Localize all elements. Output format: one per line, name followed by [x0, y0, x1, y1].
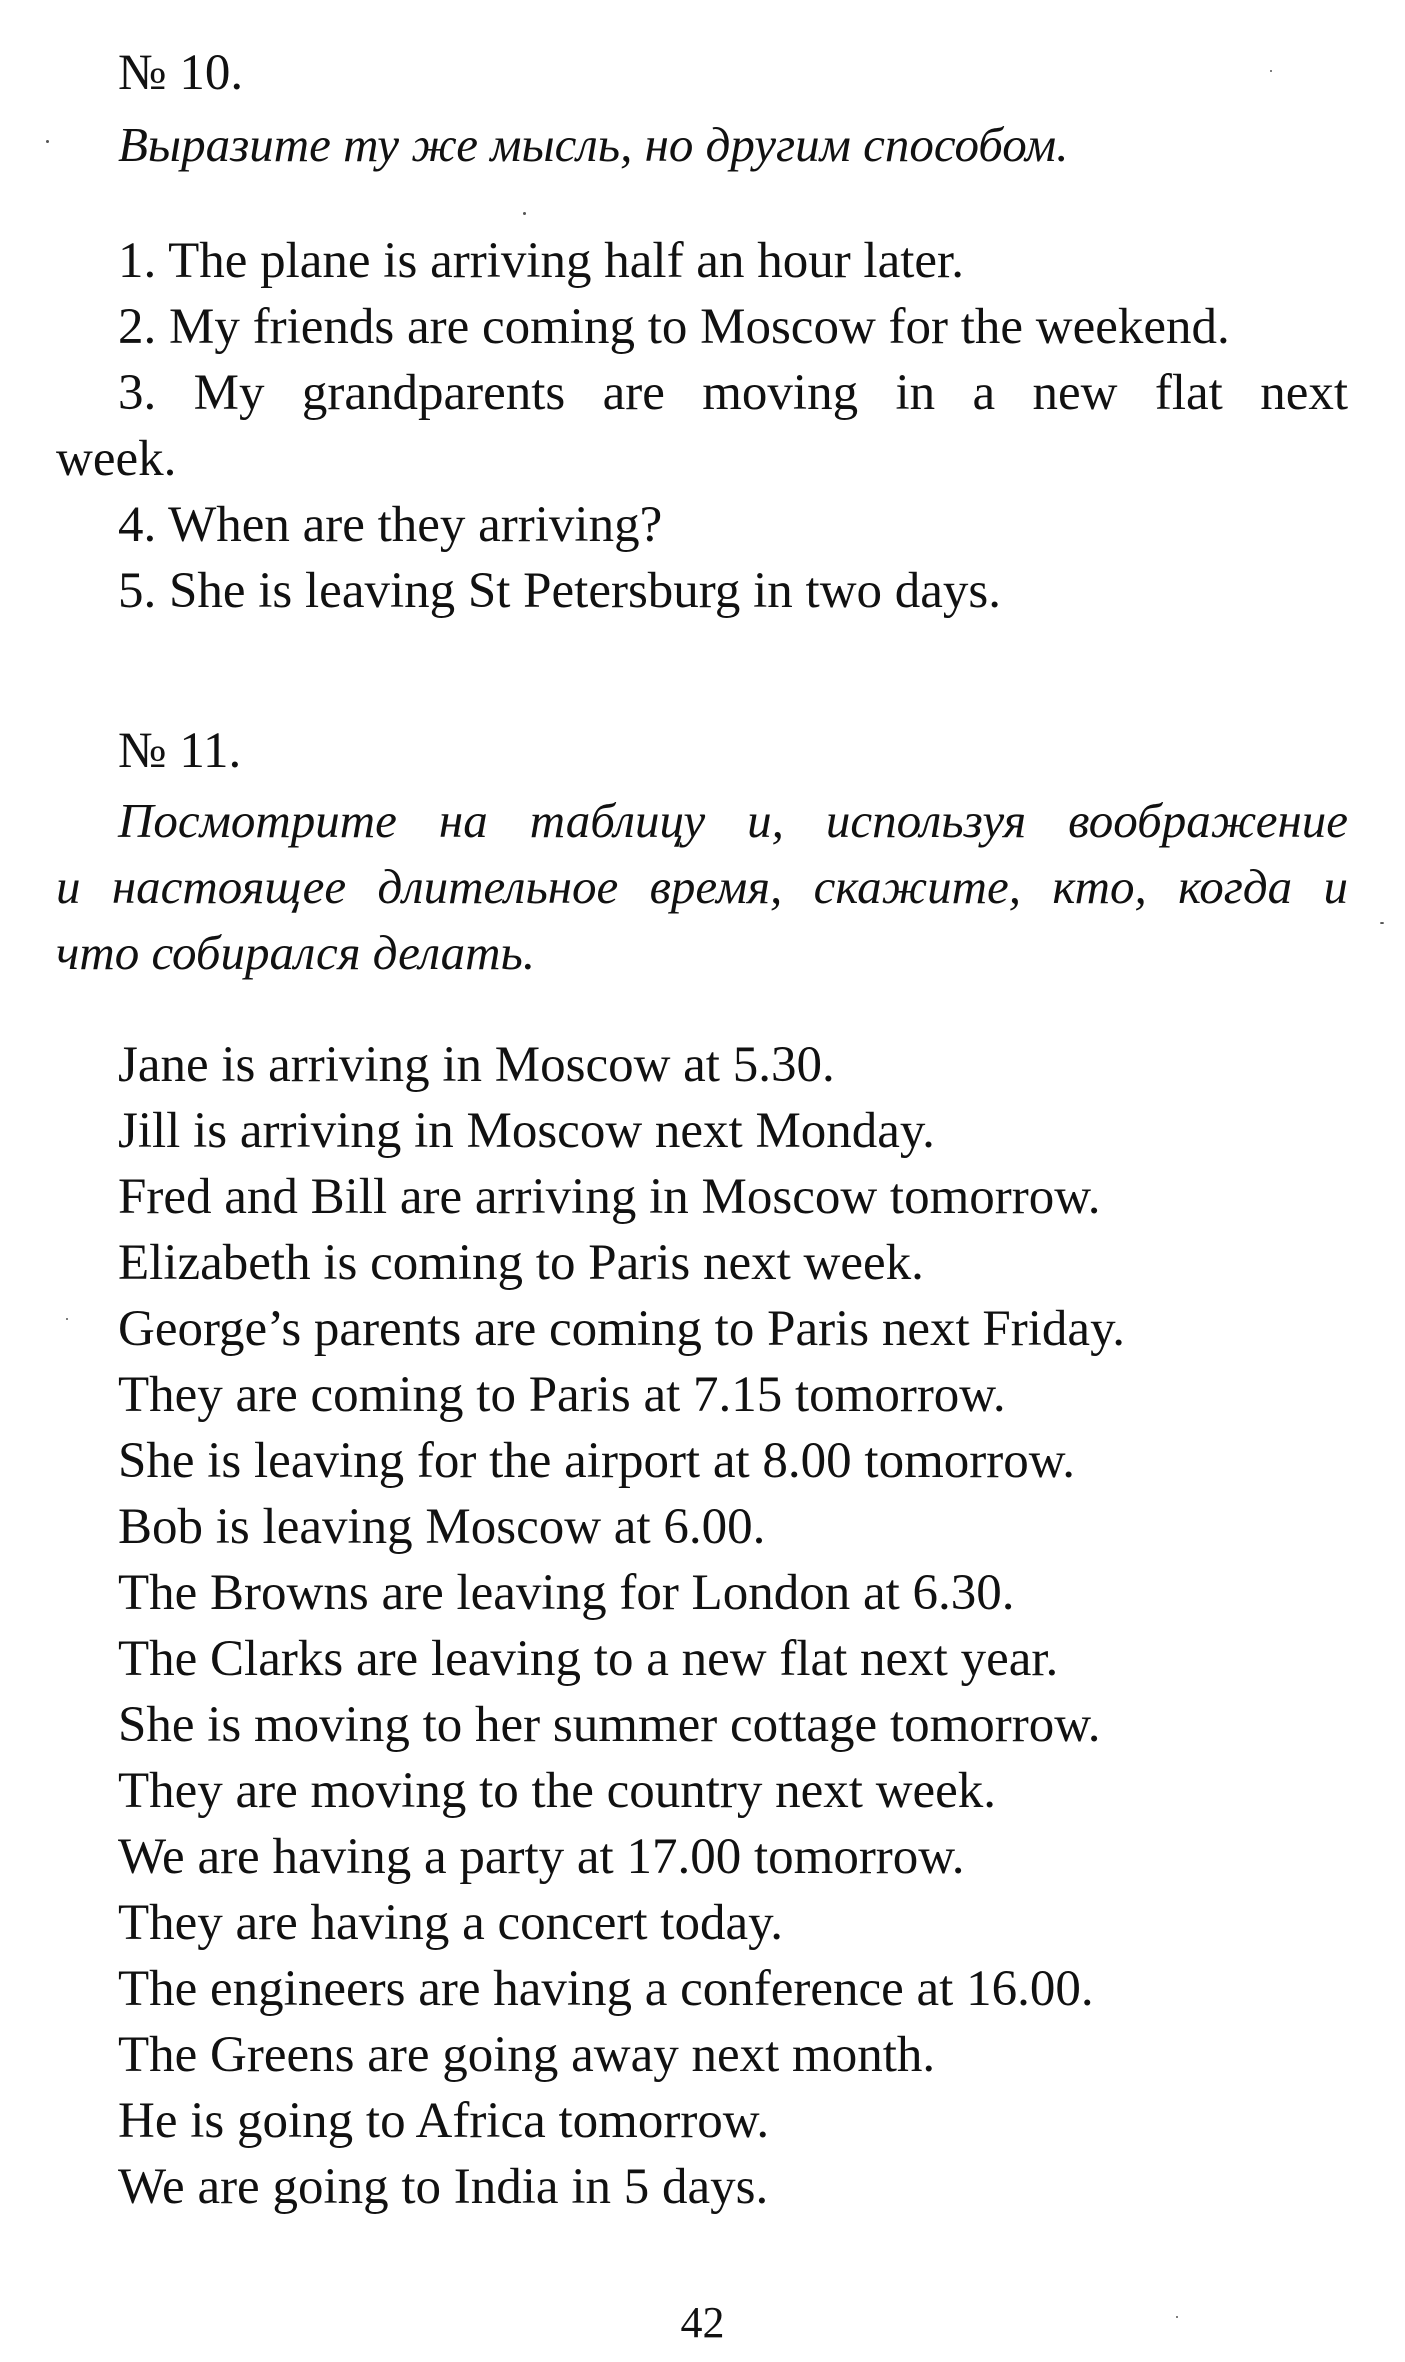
exercise-11-list — [118, 1032, 1348, 2220]
sentence: Fred and Bill are arriving in Moscow tomorrow. — [118, 1169, 1101, 1225]
scan-speck — [1176, 2316, 1178, 2318]
scan-speck — [523, 212, 526, 215]
sentence: Bob is leaving Moscow at 6.00. — [118, 1499, 766, 1555]
list-item: 2. My friends are coming to Moscow for the weekend. — [118, 299, 1230, 355]
sentence: They are coming to Paris at 7.15 tomorrow. — [118, 1367, 1006, 1423]
instruction-line: что собирался делать. — [56, 925, 536, 980]
list-item: 1. The plane is arriving half an hour later. — [118, 233, 964, 289]
sentence: She is moving to her summer cottage tomorrow. — [118, 1697, 1101, 1753]
sentence: The Greens are going away next month. — [118, 2027, 936, 2083]
sentence: They are having a concert today. — [118, 1895, 784, 1951]
list-item: 5. She is leaving St Petersburg in two days. — [118, 563, 1002, 619]
sentence: The engineers are having a conference at 16.00. — [118, 1961, 1094, 2017]
sentence: They are moving to the country next week. — [118, 1763, 997, 1819]
sentence: Jill is arriving in Moscow next Monday. — [118, 1103, 935, 1159]
exercise-11-number: № 11. — [118, 723, 242, 779]
exercise-10-list — [56, 228, 1348, 624]
exercise-11-instruction — [56, 788, 1348, 986]
sentence: George’s parents are coming to Paris next Friday. — [118, 1301, 1126, 1357]
sentence: The Clarks are leaving to a new flat next year. — [118, 1631, 1059, 1687]
exercise-10-number: № 10. — [118, 45, 244, 101]
list-item-continuation: week. — [56, 431, 177, 487]
instruction-line: и настоящее длительное время, скажите, кто, когда и — [56, 859, 1348, 914]
sentence: He is going to Africa tomorrow. — [118, 2093, 770, 2149]
scan-speck — [1380, 922, 1384, 924]
instruction-line: Посмотрите на таблицу и, используя воображение — [118, 793, 1348, 848]
sentence: Jane is arriving in Moscow at 5.30. — [118, 1037, 835, 1093]
scan-speck — [46, 140, 49, 143]
list-item: 3. My grandparents are moving in a new flat next — [118, 365, 1348, 421]
list-item: 4. When are they arriving? — [118, 497, 663, 553]
exercise-10-instruction: Выразите ту же мысль, но другим способом. — [118, 117, 1069, 172]
sentence: She is leaving for the airport at 8.00 tomorrow. — [118, 1433, 1075, 1489]
scan-speck — [1270, 70, 1272, 72]
sentence: Elizabeth is coming to Paris next week. — [118, 1235, 924, 1291]
scan-speck — [66, 1318, 68, 1320]
sentence: We are having a party at 17.00 tomorrow. — [118, 1829, 965, 1885]
page-number: 42 — [680, 2298, 725, 2347]
sentence: We are going to India in 5 days. — [118, 2159, 769, 2215]
sentence: The Browns are leaving for London at 6.30. — [118, 1565, 1015, 1621]
